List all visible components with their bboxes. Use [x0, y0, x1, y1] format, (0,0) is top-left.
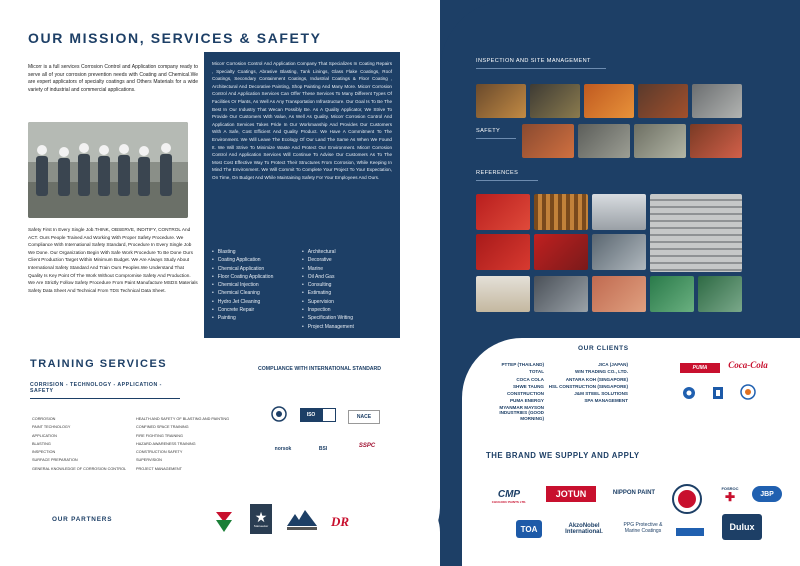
- cmp-text: CMP: [497, 488, 521, 500]
- norsok-text: norsok: [274, 446, 292, 452]
- list-item: PAINT TECHNOLOGY: [32, 425, 71, 430]
- reference-photo-6: [534, 234, 588, 270]
- list-item: BLASTING: [32, 441, 51, 446]
- references-title: REFERENCES: [476, 170, 538, 181]
- fosroc-text: FOSROC: [721, 485, 739, 491]
- nace-logo: [348, 410, 380, 424]
- partner-logo-starseeker: [250, 504, 272, 534]
- list-item: • Estimating: [302, 289, 354, 297]
- training-list-1: [32, 415, 126, 473]
- ppg-text: PPG Protective & Marine Coatings: [623, 522, 663, 534]
- sspc-text: SSPC: [358, 443, 376, 449]
- intro-text: Micorr is a full services Corrosion Control and Application company ready to serve all of your corrosion prevention needs with Coating and Chemical.We are expert applicators of specialty coatings and Others Materials for a wide variety of industrial and commercial applications.: [28, 64, 198, 93]
- list-item: • Painting: [212, 314, 273, 322]
- services-list-right: [302, 248, 354, 331]
- bsi-text: BSI: [318, 446, 328, 452]
- list-item: MYANMAR MAYSON INDUSTRIES (GOOD MORNING): [499, 404, 544, 421]
- toa-text: TOA: [520, 524, 538, 534]
- partner-logo-building: [285, 508, 319, 532]
- jbp-logo: [752, 486, 782, 502]
- inspection-photo-1: [476, 84, 526, 118]
- safety-photo-3: [634, 124, 686, 158]
- dulux-logo: [722, 514, 762, 540]
- clients-title: OUR CLIENTS: [578, 345, 629, 352]
- training-list-2: [136, 415, 229, 473]
- iso-text: ISO: [306, 412, 316, 418]
- brand-small-logo: [676, 526, 704, 538]
- shwe-taung-logo: [740, 384, 756, 400]
- clients-list-1: [478, 361, 544, 421]
- puma-logo: [680, 363, 720, 373]
- reference-photo-3: [592, 194, 646, 230]
- list-item: HEALTH AND SAFETY OF BLASTING AND PAINTING: [136, 417, 230, 421]
- list-item: SURFACE PREPARATION: [32, 458, 78, 463]
- akzonobel-logo: [556, 518, 612, 540]
- reference-photo-11: [650, 276, 694, 312]
- puma-text: PUMA: [692, 365, 708, 371]
- list-item: CONSTRUCTION SAFETY: [136, 450, 183, 455]
- partner-logo-ts: [212, 510, 236, 536]
- iso-logo-3: [322, 408, 336, 422]
- partners-title: OUR PARTNERS: [52, 516, 113, 523]
- reference-photo-4: [650, 194, 742, 272]
- inspection-photo-4: [638, 84, 688, 118]
- reference-photo-2: [534, 194, 588, 230]
- reference-photo-8: [476, 276, 530, 312]
- services-box: [204, 52, 400, 338]
- nippon-text: NIPPON PAINT: [612, 490, 656, 496]
- list-item: ANTARA KOH (SINGAPORE): [565, 376, 628, 382]
- partner-logo-dr: [330, 510, 350, 532]
- nippon-logo: [606, 484, 662, 502]
- nace-text: NACE: [356, 414, 372, 420]
- brand-emblem: [672, 484, 702, 514]
- list-item: APPLICATION: [32, 433, 57, 438]
- inspection-photo-2: [530, 84, 580, 118]
- jotun-logo: [546, 486, 596, 502]
- training-subtitle: CORRISION - TECHNOLOGY - APPLICATION - SAFETY: [30, 382, 180, 399]
- list-item: HSL CONSTRUCTION (SINGAPORE): [548, 383, 628, 389]
- safety-text: Safety First In Every Single Job.THINK, OBSERVE, INDITIFY, CONTROL And ACT. Ours People Trained And Working With Proper Safety Procedure. We Compliance With International Safety Standard, Procedure In Every Single Job We Done. Our Organization Begin With Safe Work Procedure To Be Done Ours Client Production Target Within Minimum Budget. We Are Always Study About International Safety Standard And Train Ours Peoples.We Understand That Quality Is Key Point Of The Work Without Compromise Safety And Production. We Are Strictly Follow Safety Procedure From Paint Manufacture MSDS Materials Safety Data Sheet And Technical From TDS Technical Data Sheet.: [28, 227, 198, 293]
- list-item: TOTAL: [529, 369, 544, 375]
- team-photo: [28, 122, 188, 218]
- coca-cola-text: Coca-Cola: [728, 360, 768, 370]
- list-item: • Project Management: [302, 323, 354, 331]
- list-item: • Blasting: [212, 248, 273, 256]
- list-item: • Supervision: [302, 298, 354, 306]
- list-item: INSPECTION: [32, 450, 56, 455]
- pttep-logo: [682, 386, 696, 400]
- list-item: HAZARD AWARENESS TRAINING: [136, 441, 196, 446]
- list-item: • Chemical Injection: [212, 281, 273, 289]
- mission-title: OUR MISSION, SERVICES & SAFETY: [28, 30, 322, 46]
- safety-photo-2: [578, 124, 630, 158]
- inspection-photo-5: [692, 84, 742, 118]
- fosroc-logo: [716, 482, 744, 506]
- list-item: CORROSION: [32, 417, 56, 421]
- list-item: PTTEP (THAILAND): [501, 362, 544, 367]
- list-item: JICA (JAPAN): [598, 362, 628, 367]
- list-item: PROJECT MANAGEMENT: [136, 466, 182, 471]
- list-item: • Chemical Cleaning: [212, 289, 273, 297]
- list-item: • Specification Writing: [302, 314, 354, 322]
- compliance-title: COMPLIANCE WITH INTERNATIONAL STANDARD: [258, 366, 382, 372]
- inspection-photo-3: [584, 84, 634, 118]
- list-item: • Marine: [302, 265, 354, 273]
- toa-logo: [516, 520, 542, 538]
- list-item: • Floor Coating Application: [212, 273, 273, 281]
- list-item: • Architectural: [302, 248, 354, 256]
- jotun-text: JOTUN: [555, 489, 587, 499]
- list-item: FIRE FIGHTING TRAINING: [136, 433, 183, 438]
- list-item: • Chemical Application: [212, 265, 273, 273]
- list-item: GENERAL KNOWLEDGE OF CORROSION CONTROL: [32, 466, 127, 471]
- clients-list-2: [548, 361, 628, 405]
- list-item: • Decorative: [302, 256, 354, 264]
- ppg-logo: [618, 516, 668, 540]
- reference-photo-10: [592, 276, 646, 312]
- safety-photo-4: [690, 124, 742, 158]
- list-item: • Oil And Gas: [302, 273, 354, 281]
- starseeker-text: Starseeker: [253, 524, 269, 528]
- list-item: • Hydro Jet Cleaning: [212, 298, 273, 306]
- fosroc-cross-icon: ✚: [724, 489, 736, 504]
- list-item: • Inspection: [302, 306, 354, 314]
- reference-photo-9: [534, 276, 588, 312]
- list-item: CONFINED SPACE TRAINING: [136, 425, 189, 430]
- training-title: TRAINING SERVICES: [30, 358, 168, 370]
- safety-title: SAFETY: [476, 128, 516, 139]
- sspc-logo: [352, 436, 382, 456]
- jica-logo: [712, 386, 724, 400]
- list-item: • Concrete Repair: [212, 306, 273, 314]
- reference-photo-7: [592, 234, 646, 270]
- svg-text:DR: DR: [331, 514, 350, 529]
- bsi-logo: [312, 440, 334, 458]
- reference-photo-5: [476, 234, 530, 270]
- norsok-logo: [268, 442, 298, 456]
- inspection-title: INSPECTION AND SITE MANAGEMENT: [476, 58, 606, 69]
- list-item: SPA MANAGEMENT: [584, 398, 628, 404]
- dulux-text: Dulux: [729, 522, 755, 532]
- list-item: SUPERVISION: [136, 458, 162, 463]
- list-item: SHWE TAUNG CONSTRUCTION: [506, 383, 544, 397]
- brand-title: THE BRAND WE SUPPLY AND APPLY: [486, 451, 640, 460]
- list-item: J&M STEEL SOLUTIONS: [574, 391, 628, 397]
- reference-photo-12: [698, 276, 742, 312]
- coca-cola-logo: [728, 356, 768, 374]
- list-item: COCA COLA: [516, 376, 544, 382]
- star-icon: ★: [254, 509, 268, 525]
- services-list-left: [212, 248, 273, 323]
- reference-photo-1: [476, 194, 530, 230]
- list-item: • Consulting: [302, 281, 354, 289]
- iso-logo: [300, 408, 322, 422]
- iso-logo-1: [268, 406, 290, 422]
- list-item: • Coating Application: [212, 256, 273, 264]
- safety-photo-1: [522, 124, 574, 158]
- jbp-text: JBP: [760, 490, 774, 498]
- list-item: WIN TRADING CO., LTD.: [575, 369, 628, 375]
- services-description: Micorr Corrosion Control And Application Company That Specializes In Coating Repairs , Specialty Coatings, Abrasive Blasting, Tank Linings, Glass Flake Coatings, Roof Coatings, Secondary Containment Coatings, Industrial Coatings & Floor Coating , Architectural And Decorative Painting, Shop Painting And Many More. Micorr Corrosion Control And Application Services Can Offer These Services To Many Different Types Of Facilities Or Plants, As Well As Any Transportation Infrastructure. Our Goal Is To Be The Best In Our Industry That Wecan Possibly Be. As A Quality Applicator, We Strive To Provide Our Customers With Value, As Well As Quality. Micorr Corrosion Control And Application Services Takes Pride In Our Workmanship And Provides Our Customers With A Safe, Cost Efficient And Quality Product. We Have A Commitment To The Environment. We Will Leave The Ecology Of Our Land The Same As When We Found It. We Will Strive To Minimize Waste And Protect Our Environment. Micorr Corrosion Control And Application Services Will Continue To Advise Our Customers As To The Most Cost Effective Way To Protect Their Structures From Corrosion, While Keeping In Mind The Environment. We Will Commit To Complete Your Project To Your Expectation, On Time, On Budget And While Maintaining Safety For Your Employees And Ours.: [212, 61, 392, 180]
- cmp-logo: [486, 486, 532, 506]
- list-item: PUMA ENERGY: [509, 398, 544, 404]
- cmp-sub: CHUGOKU PAINTS LTD.: [491, 499, 527, 504]
- akzo-text: AkzoNobel International.: [565, 523, 603, 535]
